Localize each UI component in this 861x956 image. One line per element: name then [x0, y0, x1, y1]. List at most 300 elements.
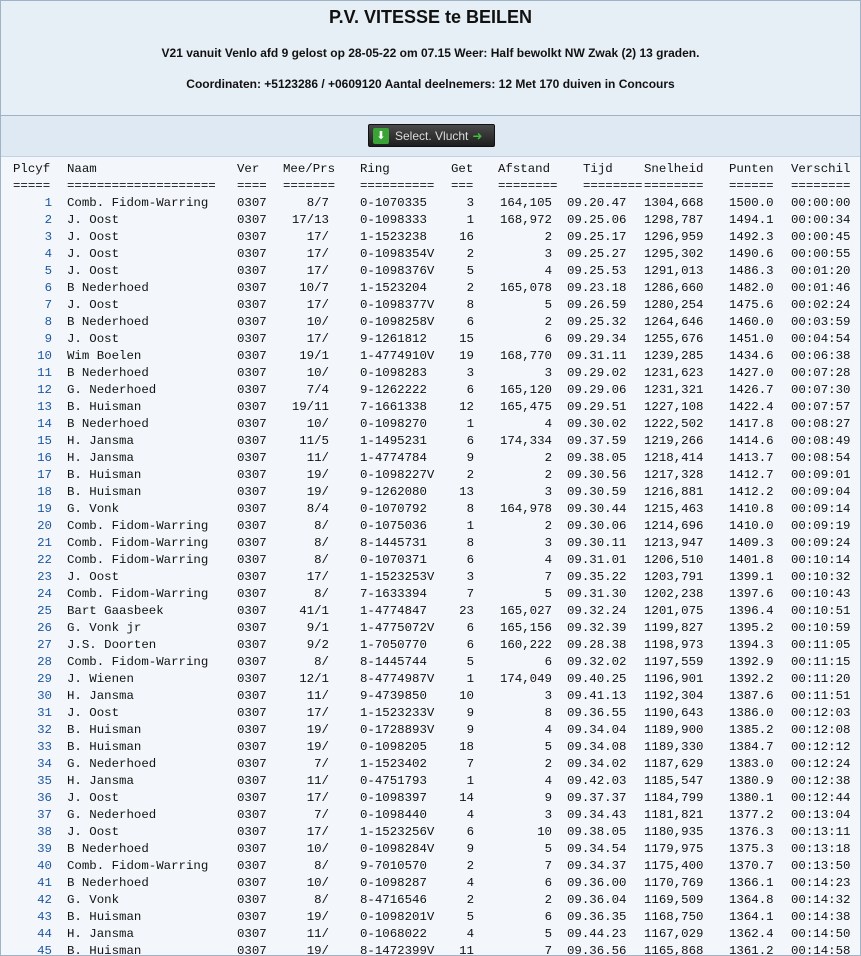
punten-cell: 1366.1: [729, 876, 774, 890]
snelheid-cell: 1214,696: [644, 519, 704, 533]
ring-cell: 0-1098283: [360, 366, 427, 380]
ring-cell: 8-1445731: [360, 536, 427, 550]
ring-cell: 1-1523238: [360, 230, 427, 244]
get-cell: 1: [466, 417, 474, 431]
afstand-cell: 164,978: [499, 502, 552, 516]
tijd-cell: 09.40.25: [567, 672, 627, 686]
mee-prs-cell: 41/1: [299, 604, 329, 618]
name-cell: Comb. Fidom-Warring: [67, 519, 209, 533]
column-header: Verschil: [791, 162, 851, 176]
place-cell: 2: [44, 213, 52, 227]
table-row: [1, 637, 860, 654]
get-cell: 5: [466, 264, 474, 278]
punten-cell: 1386.0: [729, 706, 774, 720]
get-cell: 6: [466, 315, 474, 329]
verschil-cell: 00:12:03: [791, 706, 851, 720]
snelheid-cell: 1189,900: [644, 723, 704, 737]
place-cell: 6: [44, 281, 52, 295]
place-cell: 5: [44, 264, 52, 278]
snelheid-cell: 1179,975: [644, 842, 704, 856]
snelheid-cell: 1231,623: [644, 366, 704, 380]
tijd-cell: 09.42.03: [567, 774, 627, 788]
get-cell: 2: [466, 468, 474, 482]
verschil-cell: 00:14:38: [791, 910, 851, 924]
punten-cell: 1417.8: [729, 417, 774, 431]
tijd-cell: 09.35.22: [567, 570, 627, 584]
place-cell: 37: [37, 808, 52, 822]
ver-cell: 0307: [237, 808, 267, 822]
tijd-cell: 09.20.47: [567, 196, 627, 210]
ver-cell: 0307: [237, 587, 267, 601]
verschil-cell: 00:09:14: [791, 502, 851, 516]
name-cell: J. Oost: [67, 332, 120, 346]
place-cell: 38: [37, 825, 52, 839]
snelheid-cell: 1255,676: [644, 332, 704, 346]
afstand-cell: 3: [544, 485, 552, 499]
name-cell: H. Jansma: [67, 434, 134, 448]
table-row: [1, 348, 860, 365]
punten-cell: 1426.7: [729, 383, 774, 397]
name-cell: Comb. Fidom-Warring: [67, 536, 209, 550]
ver-cell: 0307: [237, 774, 267, 788]
afstand-cell: 4: [544, 774, 552, 788]
tijd-cell: 09.32.24: [567, 604, 627, 618]
place-cell: 21: [37, 536, 52, 550]
snelheid-cell: 1213,947: [644, 536, 704, 550]
afstand-cell: 2: [544, 315, 552, 329]
name-cell: J. Oost: [67, 230, 120, 244]
tijd-cell: 09.36.35: [567, 910, 627, 924]
snelheid-cell: 1190,643: [644, 706, 704, 720]
tijd-cell: 09.31.01: [567, 553, 627, 567]
ver-cell: 0307: [237, 519, 267, 533]
punten-cell: 1380.1: [729, 791, 774, 805]
name-cell: J. Oost: [67, 706, 120, 720]
name-cell: J. Oost: [67, 825, 120, 839]
place-cell: 23: [37, 570, 52, 584]
column-header: Mee/Prs: [283, 162, 336, 176]
punten-cell: 1384.7: [729, 740, 774, 754]
verschil-cell: 00:11:05: [791, 638, 851, 652]
afstand-cell: 6: [544, 910, 552, 924]
place-cell: 9: [44, 332, 52, 346]
snelheid-cell: 1295,302: [644, 247, 704, 261]
mee-prs-cell: 17/: [306, 247, 329, 261]
table-row: [1, 773, 860, 790]
punten-cell: 1413.7: [729, 451, 774, 465]
ring-cell: 0-1098397: [360, 791, 427, 805]
punten-cell: 1410.8: [729, 502, 774, 516]
mee-prs-cell: 10/7: [299, 281, 329, 295]
get-cell: 9: [466, 842, 474, 856]
mee-prs-cell: 19/: [306, 485, 329, 499]
mee-prs-cell: 11/5: [299, 434, 329, 448]
ver-cell: 0307: [237, 502, 267, 516]
snelheid-cell: 1218,414: [644, 451, 704, 465]
ver-cell: 0307: [237, 740, 267, 754]
name-cell: J. Oost: [67, 298, 120, 312]
ver-cell: 0307: [237, 332, 267, 346]
table-row: [1, 688, 860, 705]
place-cell: 20: [37, 519, 52, 533]
punten-cell: 1364.8: [729, 893, 774, 907]
snelheid-cell: 1165,868: [644, 944, 704, 956]
verschil-cell: 00:08:49: [791, 434, 851, 448]
column-header: Plcyf: [13, 162, 51, 176]
ring-cell: 1-1523402: [360, 757, 427, 771]
table-row: [1, 909, 860, 926]
afstand-cell: 3: [544, 366, 552, 380]
table-row: [1, 569, 860, 586]
get-cell: 5: [466, 910, 474, 924]
get-cell: 10: [459, 689, 474, 703]
get-cell: 1: [466, 672, 474, 686]
ring-cell: 1-1523204: [360, 281, 427, 295]
mee-prs-cell: 19/11: [291, 400, 329, 414]
snelheid-cell: 1202,238: [644, 587, 704, 601]
punten-cell: 1475.6: [729, 298, 774, 312]
get-cell: 3: [466, 366, 474, 380]
get-cell: 4: [466, 808, 474, 822]
table-row: [1, 739, 860, 756]
afstand-cell: 168,770: [499, 349, 552, 363]
ver-cell: 0307: [237, 366, 267, 380]
place-cell: 19: [37, 502, 52, 516]
get-cell: 9: [466, 723, 474, 737]
tijd-cell: 09.25.27: [567, 247, 627, 261]
mee-prs-cell: 8/4: [306, 502, 329, 516]
tijd-cell: 09.25.53: [567, 264, 627, 278]
verschil-cell: 00:00:34: [791, 213, 851, 227]
place-cell: 31: [37, 706, 52, 720]
ring-cell: 1-1523233V: [360, 706, 435, 720]
place-cell: 8: [44, 315, 52, 329]
place-cell: 32: [37, 723, 52, 737]
punten-cell: 1380.9: [729, 774, 774, 788]
ring-cell: 0-1098333: [360, 213, 427, 227]
ring-cell: 1-4774784: [360, 451, 427, 465]
ring-cell: 9-7010570: [360, 859, 427, 873]
afstand-cell: 165,078: [499, 281, 552, 295]
mee-prs-cell: 9/1: [306, 621, 329, 635]
place-cell: 7: [44, 298, 52, 312]
place-cell: 42: [37, 893, 52, 907]
mee-prs-cell: 8/: [314, 553, 329, 567]
mee-prs-cell: 10/: [306, 876, 329, 890]
ver-cell: 0307: [237, 434, 267, 448]
mee-prs-cell: 19/: [306, 910, 329, 924]
table-row: [1, 399, 860, 416]
table-row: [1, 484, 860, 501]
name-cell: H. Jansma: [67, 689, 134, 703]
get-cell: 13: [459, 485, 474, 499]
verschil-cell: 00:12:12: [791, 740, 851, 754]
name-cell: J. Oost: [67, 264, 120, 278]
name-cell: Comb. Fidom-Warring: [67, 655, 209, 669]
snelheid-cell: 1206,510: [644, 553, 704, 567]
ver-cell: 0307: [237, 383, 267, 397]
table-row: [1, 518, 860, 535]
results-table: [1, 157, 860, 956]
name-cell: B. Huisman: [67, 485, 142, 499]
column-header: Get: [451, 162, 474, 176]
punten-cell: 1409.3: [729, 536, 774, 550]
place-cell: 25: [37, 604, 52, 618]
mee-prs-cell: 19/: [306, 723, 329, 737]
ring-cell: 0-1098205: [360, 740, 427, 754]
name-cell: B Nederhoed: [67, 281, 149, 295]
ver-cell: 0307: [237, 417, 267, 431]
name-cell: B. Huisman: [67, 468, 142, 482]
place-cell: 44: [37, 927, 52, 941]
snelheid-cell: 1198,973: [644, 638, 704, 652]
table-separator-row: [1, 178, 860, 195]
ver-cell: 0307: [237, 706, 267, 720]
mee-prs-cell: 11/: [306, 451, 329, 465]
mee-prs-cell: 10/: [306, 842, 329, 856]
place-cell: 3: [44, 230, 52, 244]
snelheid-cell: 1291,013: [644, 264, 704, 278]
ring-cell: 1-4775072V: [360, 621, 435, 635]
name-cell: B Nederhoed: [67, 366, 149, 380]
verschil-cell: 00:08:54: [791, 451, 851, 465]
mee-prs-cell: 17/: [306, 298, 329, 312]
mee-prs-cell: 8/: [314, 587, 329, 601]
ver-cell: 0307: [237, 349, 267, 363]
separator: ====: [237, 179, 267, 193]
table-row: [1, 246, 860, 263]
ver-cell: 0307: [237, 825, 267, 839]
table-row: [1, 416, 860, 433]
name-cell: H. Jansma: [67, 927, 134, 941]
tijd-cell: 09.25.32: [567, 315, 627, 329]
name-cell: J. Wienen: [67, 672, 134, 686]
ring-cell: 0-1728893V: [360, 723, 435, 737]
race-coordinates: Coordinaten: +5123286 / +0609120 Aantal deelnemers: 12 Met 170 duiven in Concours: [186, 77, 675, 91]
place-cell: 29: [37, 672, 52, 686]
tijd-cell: 09.29.06: [567, 383, 627, 397]
tijd-cell: 09.26.59: [567, 298, 627, 312]
separator: ========: [498, 179, 558, 193]
punten-cell: 1370.7: [729, 859, 774, 873]
punten-cell: 1392.2: [729, 672, 774, 686]
table-row: [1, 229, 860, 246]
verschil-cell: 00:13:50: [791, 859, 851, 873]
table-row: [1, 467, 860, 484]
table-row: [1, 382, 860, 399]
page-title: P.V. VITESSE te BEILEN: [328, 7, 533, 27]
afstand-cell: 168,972: [499, 213, 552, 227]
snelheid-cell: 1189,330: [644, 740, 704, 754]
tijd-cell: 09.36.56: [567, 944, 627, 956]
get-cell: 3: [466, 570, 474, 584]
select-flight-label: Select. Vlucht: [395, 128, 469, 143]
place-cell: 43: [37, 910, 52, 924]
tijd-cell: 09.41.13: [567, 689, 627, 703]
mee-prs-cell: 17/: [306, 332, 329, 346]
punten-cell: 1401.8: [729, 553, 774, 567]
ring-cell: 7-1633394: [360, 587, 427, 601]
verschil-cell: 00:13:11: [791, 825, 851, 839]
ring-cell: 0-1075036: [360, 519, 427, 533]
tijd-cell: 09.34.02: [567, 757, 627, 771]
name-cell: B Nederhoed: [67, 876, 149, 890]
ver-cell: 0307: [237, 689, 267, 703]
ring-cell: 0-1098258V: [360, 315, 435, 329]
table-row: [1, 671, 860, 688]
ring-cell: 1-1495231: [360, 434, 427, 448]
afstand-cell: 6: [544, 655, 552, 669]
name-cell: J.S. Doorten: [67, 638, 157, 652]
ver-cell: 0307: [237, 876, 267, 890]
verschil-cell: 00:01:20: [791, 264, 851, 278]
name-cell: J. Oost: [67, 247, 120, 261]
snelheid-cell: 1215,463: [644, 502, 704, 516]
table-row: [1, 314, 860, 331]
punten-cell: 1451.0: [729, 332, 774, 346]
punten-cell: 1377.2: [729, 808, 774, 822]
table-row: [1, 756, 860, 773]
afstand-cell: 165,027: [499, 604, 552, 618]
name-cell: B. Huisman: [67, 910, 142, 924]
snelheid-cell: 1304,668: [644, 196, 704, 210]
place-cell: 30: [37, 689, 52, 703]
name-cell: H. Jansma: [67, 774, 134, 788]
punten-cell: 1412.7: [729, 468, 774, 482]
afstand-cell: 5: [544, 927, 552, 941]
ver-cell: 0307: [237, 213, 267, 227]
verschil-cell: 00:10:32: [791, 570, 851, 584]
ver-cell: 0307: [237, 298, 267, 312]
name-cell: G. Vonk: [67, 502, 120, 516]
tijd-cell: 09.32.39: [567, 621, 627, 635]
ver-cell: 0307: [237, 281, 267, 295]
ring-cell: 8-4774987V: [360, 672, 435, 686]
ver-cell: 0307: [237, 400, 267, 414]
table-row: [1, 450, 860, 467]
place-cell: 18: [37, 485, 52, 499]
tijd-cell: 09.30.11: [567, 536, 627, 550]
ring-cell: 0-1098287: [360, 876, 427, 890]
column-header: Naam: [67, 162, 97, 176]
mee-prs-cell: 19/: [306, 944, 329, 956]
snelheid-cell: 1280,254: [644, 298, 704, 312]
place-cell: 11: [37, 366, 52, 380]
ver-cell: 0307: [237, 196, 267, 210]
name-cell: Comb. Fidom-Warring: [67, 196, 209, 210]
punten-cell: 1482.0: [729, 281, 774, 295]
ver-cell: 0307: [237, 655, 267, 669]
mee-prs-cell: 7/: [314, 757, 329, 771]
snelheid-cell: 1201,075: [644, 604, 704, 618]
select-flight-button[interactable]: [368, 124, 495, 147]
ver-cell: 0307: [237, 468, 267, 482]
get-cell: 5: [466, 655, 474, 669]
punten-cell: 1361.2: [729, 944, 774, 956]
tijd-cell: 09.30.56: [567, 468, 627, 482]
verschil-cell: 00:04:54: [791, 332, 851, 346]
get-cell: 19: [459, 349, 474, 363]
arrow-right-icon: ➜: [472, 128, 483, 143]
tijd-cell: 09.30.44: [567, 502, 627, 516]
afstand-cell: 2: [544, 451, 552, 465]
punten-cell: 1486.3: [729, 264, 774, 278]
column-header: Ring: [360, 162, 390, 176]
mee-prs-cell: 17/: [306, 706, 329, 720]
snelheid-cell: 1217,328: [644, 468, 704, 482]
punten-cell: 1490.6: [729, 247, 774, 261]
get-cell: 2: [466, 859, 474, 873]
ring-cell: 0-1098201V: [360, 910, 435, 924]
table-row: [1, 841, 860, 858]
tijd-cell: 09.36.04: [567, 893, 627, 907]
tijd-cell: 09.25.17: [567, 230, 627, 244]
ver-cell: 0307: [237, 485, 267, 499]
afstand-cell: 5: [544, 587, 552, 601]
tijd-cell: 09.23.18: [567, 281, 627, 295]
tijd-cell: 09.34.37: [567, 859, 627, 873]
mee-prs-cell: 10/: [306, 315, 329, 329]
ring-cell: 0-1098354V: [360, 247, 435, 261]
snelheid-cell: 1203,791: [644, 570, 704, 584]
name-cell: H. Jansma: [67, 451, 134, 465]
ver-cell: 0307: [237, 553, 267, 567]
verschil-cell: 00:14:23: [791, 876, 851, 890]
mee-prs-cell: 8/: [314, 893, 329, 907]
name-cell: B. Huisman: [67, 944, 142, 956]
ver-cell: 0307: [237, 451, 267, 465]
snelheid-cell: 1231,321: [644, 383, 704, 397]
get-cell: 2: [466, 281, 474, 295]
tijd-cell: 09.34.08: [567, 740, 627, 754]
punten-cell: 1427.0: [729, 366, 774, 380]
verschil-cell: 00:11:20: [791, 672, 851, 686]
snelheid-cell: 1192,304: [644, 689, 704, 703]
table-row: [1, 705, 860, 722]
place-cell: 33: [37, 740, 52, 754]
ring-cell: 0-1070371: [360, 553, 427, 567]
verschil-cell: 00:08:27: [791, 417, 851, 431]
mee-prs-cell: 19/1: [299, 349, 329, 363]
separator: ========: [644, 179, 704, 193]
snelheid-cell: 1296,959: [644, 230, 704, 244]
afstand-cell: 2: [544, 757, 552, 771]
afstand-cell: 2: [544, 468, 552, 482]
get-cell: 7: [466, 587, 474, 601]
mee-prs-cell: 19/: [306, 468, 329, 482]
snelheid-cell: 1185,547: [644, 774, 704, 788]
ring-cell: 1-4774847: [360, 604, 427, 618]
name-cell: G. Vonk jr: [67, 621, 142, 635]
table-row: [1, 365, 860, 382]
name-cell: G. Nederhoed: [67, 383, 157, 397]
place-cell: 24: [37, 587, 52, 601]
verschil-cell: 00:09:19: [791, 519, 851, 533]
tijd-cell: 09.30.59: [567, 485, 627, 499]
punten-cell: 1492.3: [729, 230, 774, 244]
name-cell: B Nederhoed: [67, 842, 149, 856]
afstand-cell: 2: [544, 893, 552, 907]
mee-prs-cell: 17/: [306, 825, 329, 839]
afstand-cell: 9: [544, 791, 552, 805]
place-cell: 12: [37, 383, 52, 397]
tijd-cell: 09.37.37: [567, 791, 627, 805]
verschil-cell: 00:12:24: [791, 757, 851, 771]
snelheid-cell: 1286,660: [644, 281, 704, 295]
place-cell: 34: [37, 757, 52, 771]
place-cell: 17: [37, 468, 52, 482]
verschil-cell: 00:11:15: [791, 655, 851, 669]
